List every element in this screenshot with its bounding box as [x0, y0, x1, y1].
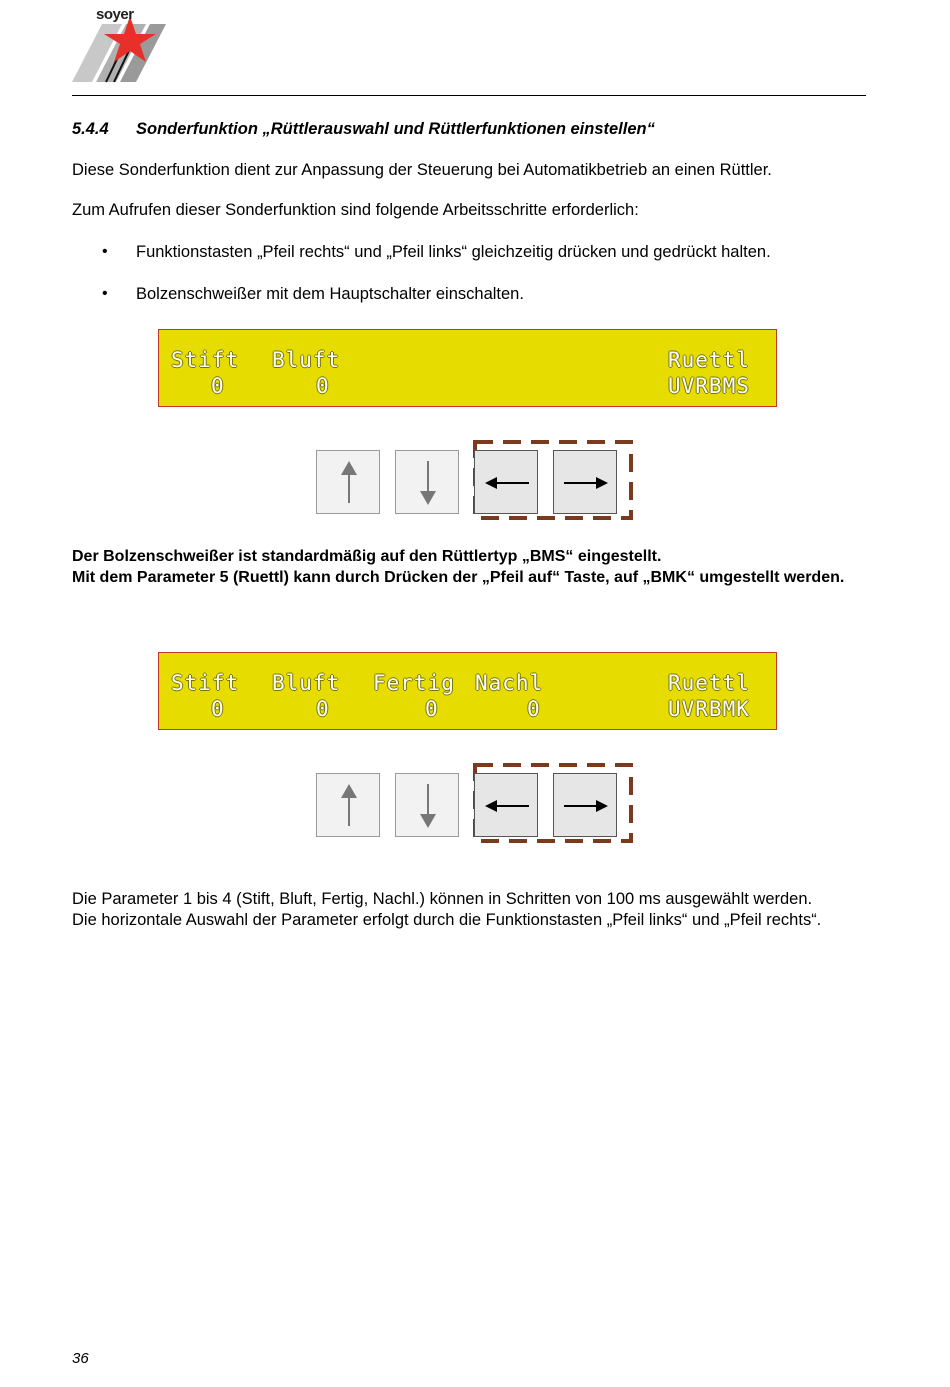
lcd-param-stift	[171, 330, 271, 408]
arrow-left-key[interactable]	[474, 450, 538, 514]
standard-setting-note	[72, 546, 872, 588]
header-rule	[72, 95, 866, 96]
lcd-value: 0	[527, 697, 541, 721]
lcd-param-ruettl	[668, 653, 768, 731]
lcd-label: Bluft	[272, 671, 341, 695]
lcd-value: 0	[211, 697, 225, 721]
lcd-label: Nachl	[475, 671, 544, 695]
logo-text: soyer	[96, 6, 134, 23]
arrow-left-icon	[475, 451, 539, 515]
arrow-down-icon	[396, 451, 460, 515]
lcd-label: Stift	[171, 348, 240, 372]
step-2: Bolzenschweißer mit dem Hauptschalter einschalten.	[136, 285, 524, 303]
lcd-param-ruettl	[668, 330, 768, 408]
lcd-display-1	[158, 329, 777, 407]
arrow-right-key[interactable]	[553, 773, 617, 837]
lcd-label: Ruettl	[668, 671, 750, 695]
arrow-right-icon	[554, 451, 618, 515]
arrow-left-icon	[475, 774, 539, 838]
page-number: 36	[72, 1350, 89, 1367]
lcd-value: 0	[211, 374, 225, 398]
arrow-down-icon	[396, 774, 460, 838]
note-line-2: Mit dem Parameter 5 (Ruettl) kann durch Drücken der „Pfeil auf“ Taste, auf „BMK“ umgestellt werden.	[72, 569, 845, 586]
lcd-param-fertig	[373, 653, 473, 731]
arrow-up-icon	[317, 774, 381, 838]
lcd-label: Stift	[171, 671, 240, 695]
soyer-logo	[70, 6, 166, 86]
arrow-down-key[interactable]	[395, 773, 459, 837]
step-1: Funktionstasten „Pfeil rechts“ und „Pfeil links“ gleichzeitig drücken und gedrückt halten.	[136, 243, 771, 261]
lcd-label: Fertig	[373, 671, 455, 695]
arrow-left-key[interactable]	[474, 773, 538, 837]
parameter-note-line-2: Die horizontale Auswahl der Parameter erfolgt durch die Funktionstasten „Pfeil links“ und „Pfeil rechts“.	[72, 911, 822, 929]
section-title: Sonderfunktion „Rüttlerauswahl und Rüttlerfunktionen einstellen“	[136, 120, 655, 138]
bullet-icon: •	[102, 243, 108, 260]
lcd-value: 0	[316, 697, 330, 721]
note-line-1: Der Bolzenschweißer ist standardmäßig auf den Rüttlertyp „BMS“ eingestellt.	[72, 548, 662, 565]
keypad-1	[314, 444, 636, 526]
arrow-up-key[interactable]	[316, 773, 380, 837]
lcd-param-bluft	[272, 653, 372, 731]
arrow-up-icon	[317, 451, 381, 515]
keypad-2	[314, 767, 636, 849]
lcd-value: 0	[425, 697, 439, 721]
parameter-note	[72, 889, 821, 931]
lcd-value: 0	[316, 374, 330, 398]
arrow-up-key[interactable]	[316, 450, 380, 514]
section-heading	[72, 120, 655, 139]
lcd-value: UVRBMK	[668, 697, 750, 721]
lcd-display-2	[158, 652, 777, 730]
bullet-icon: •	[102, 285, 108, 302]
arrow-right-key[interactable]	[553, 450, 617, 514]
arrow-down-key[interactable]	[395, 450, 459, 514]
lcd-param-stift	[171, 653, 271, 731]
intro-paragraph-1: Diese Sonderfunktion dient zur Anpassung der Steuerung bei Automatikbetrieb an einen Rüttler.	[72, 161, 772, 179]
intro-paragraph-2: Zum Aufrufen dieser Sonderfunktion sind folgende Arbeitsschritte erforderlich:	[72, 201, 639, 219]
section-number: 5.4.4	[72, 120, 109, 138]
lcd-param-nachl	[475, 653, 575, 731]
lcd-param-bluft	[272, 330, 372, 408]
arrow-right-icon	[554, 774, 618, 838]
lcd-label: Bluft	[272, 348, 341, 372]
lcd-value: UVRBMS	[668, 374, 750, 398]
lcd-label: Ruettl	[668, 348, 750, 372]
parameter-note-line-1: Die Parameter 1 bis 4 (Stift, Bluft, Fertig, Nachl.) können in Schritten von 100 ms ausgewählt werden.	[72, 890, 813, 908]
